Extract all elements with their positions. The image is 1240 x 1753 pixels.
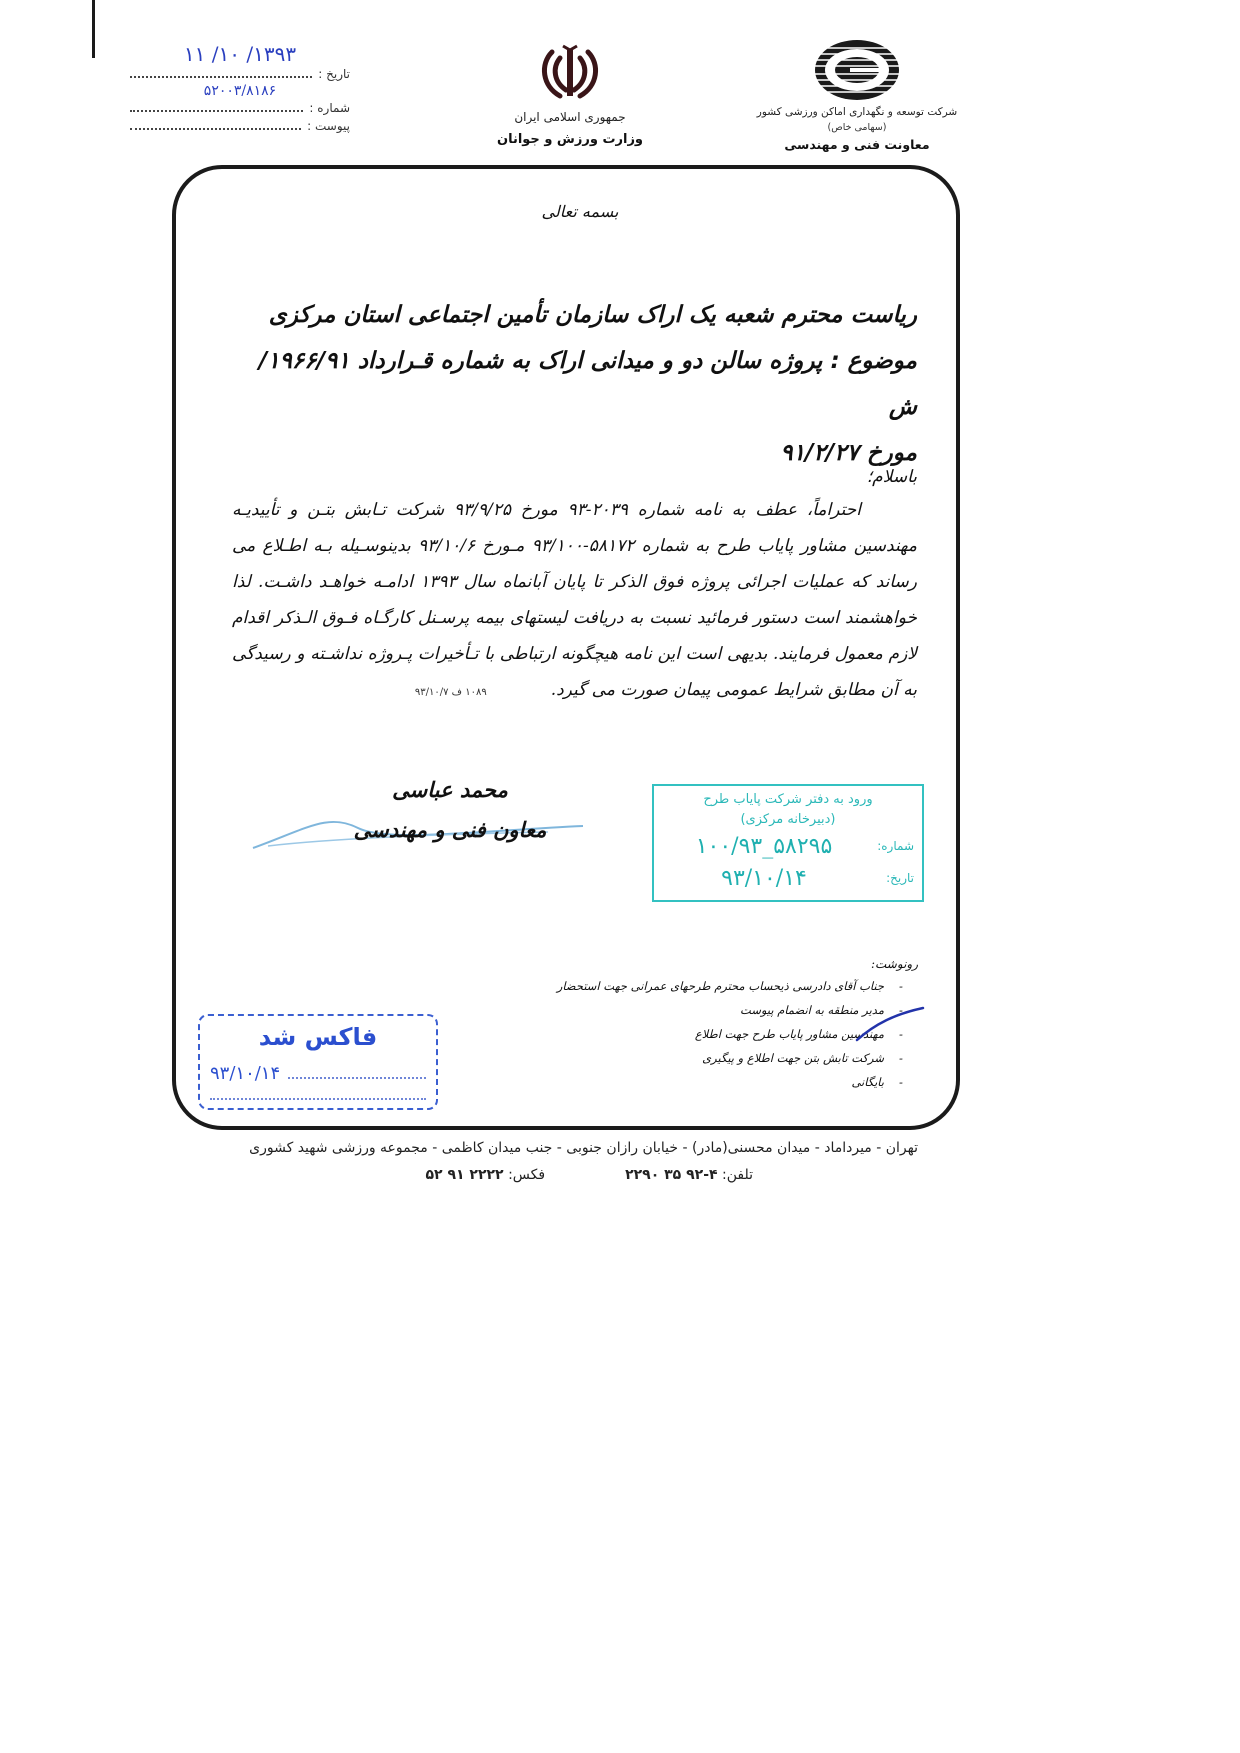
meta-date-row — [130, 66, 350, 84]
scan-edge-mark — [92, 0, 95, 58]
signatory-name: محمد عباسی — [392, 778, 508, 802]
meta-attachment-label: پیوست : — [307, 119, 350, 133]
fax-stamp — [198, 1014, 438, 1110]
inline-registration-note: ۱۰۸۹ ف ۹۳/۱۰/۷ — [414, 687, 487, 698]
meta-number-value: ۵۲۰۰۳/۸۱۸۶ — [203, 83, 277, 99]
cc-bullet: - — [899, 979, 903, 993]
cc-item-text: جناب آقای دادرسی ذیحساب محترم طرحهای عمرانی جهت استحضار — [556, 979, 884, 993]
footer-contacts — [180, 1162, 918, 1188]
cc-item-text: مدیر منطقه به انضمام پیوست — [740, 1003, 884, 1017]
cc-bullet: - — [899, 1051, 903, 1065]
cc-bullet: - — [899, 1075, 903, 1089]
receipt-stamp-subheader: (دبیرخانه مرکزی) — [740, 812, 836, 827]
receipt-date-label: تاریخ: — [886, 871, 914, 885]
footer — [180, 1134, 918, 1188]
footer-phone — [625, 1162, 753, 1188]
recipient: ریاست محترم شعبه یک اراک سازمان تأمین اجتماعی استان مرکزی — [268, 302, 917, 328]
cc-title: رونوشت: — [870, 957, 918, 971]
fax-date-dots — [288, 1077, 426, 1079]
footer-address: تهران - میرداماد - میدان محسنی(مادر) - خیابان رازان جنوبی - جنب میدان کاظمی - مجموعه ورزشی شهید کشوری — [249, 1140, 918, 1156]
pen-mark-icon — [855, 1006, 925, 1042]
fax-date-row — [210, 1054, 426, 1084]
meta-number-row — [130, 100, 350, 118]
meta-attachment-row — [130, 118, 350, 136]
meta-date-dots — [130, 66, 312, 78]
ministry-name: وزارت ورزش و جوانان — [496, 132, 644, 147]
cc-block — [450, 954, 918, 1094]
receipt-date-value: ۹۳/۱۰/۱۴ — [721, 865, 807, 891]
body-paragraph — [232, 492, 917, 708]
company-header — [752, 38, 962, 152]
meta-date-label: تاریخ : — [318, 67, 350, 81]
subject-date: مورخ ۹۱/۲/۲۷ — [780, 440, 917, 466]
company-name: شرکت توسعه و نگهداری اماکن ورزشی کشور — [756, 106, 958, 118]
fax-label: فکس: — [508, 1167, 546, 1183]
cc-bullet: - — [899, 1027, 903, 1041]
cc-list — [450, 974, 918, 1094]
department-name: معاونت فنی و مهندسی — [784, 137, 930, 152]
company-type: (سهامی خاص) — [827, 122, 887, 133]
signature-block — [300, 770, 600, 850]
cc-item-text: شرکت تابش بتن جهت اطلاع و پیگیری — [702, 1051, 884, 1065]
cc-item — [450, 974, 918, 998]
cc-item — [450, 998, 918, 1022]
greeting: باسلام؛ — [866, 467, 917, 487]
meta-attachment-dots — [130, 118, 301, 130]
meta-number-label: شماره : — [309, 101, 350, 115]
meta-date-value: ۱۳۹۳/ ۱۰/ ۱۱ — [183, 42, 297, 66]
receipt-number-value: ۱۰۰/۹۳_۵۸۲۹۵ — [695, 833, 833, 859]
iran-emblem-icon — [538, 38, 602, 102]
fax-signature-dots — [210, 1088, 426, 1100]
republic-name: جمهوری اسلامی ایران — [514, 110, 626, 124]
letter-meta — [130, 44, 350, 136]
cc-item — [450, 1022, 918, 1046]
receipt-stamp-header: ورود به دفتر شرکت پایاب طرح — [703, 792, 873, 807]
receipt-number-label: شماره: — [877, 839, 914, 853]
phone-label: تلفن: — [722, 1167, 753, 1183]
receipt-number-row — [662, 830, 914, 862]
signatory-title: معاون فنی و مهندسی — [353, 818, 547, 842]
phone-value: ۴-۹۲ ۳۵ ۲۲۹۰ — [625, 1167, 718, 1183]
letter-body — [232, 492, 917, 708]
company-logo-icon — [812, 38, 902, 102]
letter-headings — [232, 292, 917, 476]
fax-value: ۲۲۲۲ ۹۱ ۵۲ — [425, 1167, 504, 1183]
cc-item — [450, 1070, 918, 1094]
letter-content — [232, 462, 917, 708]
cc-item-text: بایگانی — [851, 1075, 884, 1089]
cc-item-text: مهندسین مشاور پایاب طرح جهت اطلاع — [694, 1027, 884, 1041]
ministry-header — [490, 38, 650, 147]
footer-fax — [425, 1162, 545, 1188]
body-paragraph-text: احتراماً، عطف به نامه شماره ۲۰۳۹-۹۳ مورخ ۹۳/۹/۲۵ شرکت تـابش بتـن و تأییدیـه مهندسین مشاور پایاب طرح به شماره ۵۸۱۷۲-۹۳/۱۰۰ مـورخ ۹۳/۱۰/۶ بدینوسـیله بـه اطـلاع می رساند که عملیات اجرائی پروژه فوق الذکر تا پایان آبانماه سال ۱۳۹۳ ادامـه خواهـد داشـت. لذا خواهشمند است دستور فرمائید نسبت به دریافت لیستهای بیمه پرسـنل کارگـاه فـوق الـذکر اقدام لازم معمول فرمایند. بدیهی است این نامه هیچگونه ارتباطی با تـأخیرات پـروژه نداشـته و رسیدگی به آن مطابق شرایط عمومی پیمان صورت می گیرد. — [232, 500, 918, 700]
cc-bullet: - — [899, 1003, 903, 1017]
subject: موضوع : پروژه سالن دو و میدانی اراک به شماره قـرارداد ۱۹۶۶/۹۱/ش — [258, 348, 917, 420]
meta-number-dots — [130, 100, 303, 112]
receipt-stamp — [652, 784, 924, 902]
basmala: بسمه تعالی — [541, 202, 619, 221]
receipt-date-row — [662, 862, 914, 894]
cc-item — [450, 1046, 918, 1070]
fax-stamp-title: فاکس شد — [258, 1023, 378, 1051]
fax-date-value: ۹۳/۱۰/۱۴ — [210, 1063, 281, 1084]
